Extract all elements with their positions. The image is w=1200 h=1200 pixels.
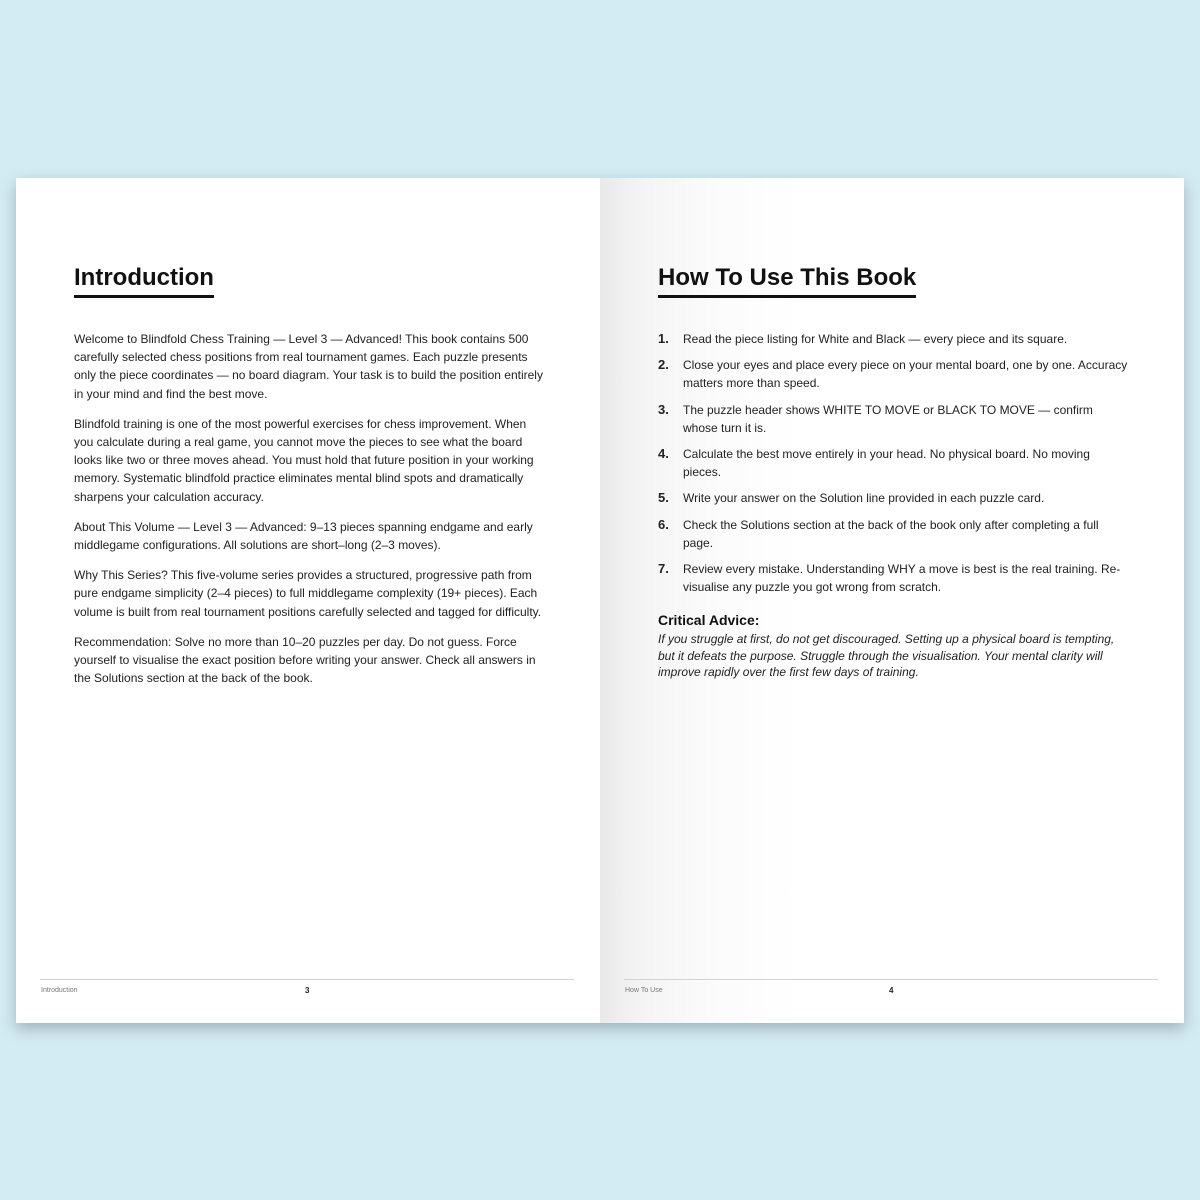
footer-divider [40,979,574,980]
advice-text: If you struggle at first, do not get discouraged. Setting up a physical board is tempting, but it defeats the purpose. Struggle through the visualisation. Your mental clarity will improve rapidly over the first few days of training. [658,632,1115,679]
intro-paragraph: Welcome to Blindfold Chess Training — Level 3 — Advanced! This book contains 500 carefully selected chess positions from real tournament games. Each puzzle presents only the piece coordinates — no board diagram. Your task is to build the position entirely in your mind and find the best move. [74,332,543,401]
intro-paragraph: Why This Series? This five-volume series provides a structured, progressive path from pure endgame simplicity (2–4 pieces) to full middlegame complexity (19+ pieces). Each volume is built from real tournament positions carefully selected and tagged for difficulty. [74,568,542,619]
intro-paragraph: About This Volume — Level 3 — Advanced: 9–13 pieces spanning endgame and early middlegame configurations. All solutions are short–long (2–3 moves). [74,519,533,553]
step-number: 2. [658,357,669,373]
page-number: 3 [305,986,310,995]
step-number: 5. [658,490,669,506]
step-text: Check the Solutions section at the back of the book only after completing a full page. [683,517,1099,550]
footer-section-label: How To Use [625,987,663,994]
page-title: Introduction [74,264,214,298]
footer-divider [624,979,1158,980]
critical-advice [658,612,1133,681]
left-page [16,178,600,1023]
step-text: Read the piece listing for White and Black — every piece and its square. [683,332,1068,346]
step-number: 7. [658,561,669,577]
step-number: 1. [658,331,669,346]
list-item [658,401,1128,437]
list-item [658,356,1128,392]
steps-list [658,330,1128,604]
list-item [658,516,1128,552]
step-text: Write your answer on the Solution line provided in each puzzle card. [683,491,1045,506]
step-number: 6. [658,516,669,532]
step-text: Review every mistake. Understanding WHY a move is best is the real training. Re-visualise any puzzle you got wrong from scratch. [683,562,1121,595]
page-number: 4 [889,986,894,995]
list-item [658,330,1128,348]
step-number: 3. [658,401,669,417]
step-text: Close your eyes and place every piece on your mental board, one by one. Accuracy matters more than speed. [683,358,1128,391]
step-number: 4. [658,446,669,462]
advice-heading: Critical Advice: [658,612,760,628]
step-text: Calculate the best move entirely in your head. No physical board. No moving pieces. [683,447,1090,480]
intro-body [74,330,544,699]
list-item [658,560,1128,596]
list-item [658,489,1128,507]
list-item [658,445,1128,481]
right-page [600,178,1184,1023]
book-spread [16,178,1184,1023]
intro-paragraph: Blindfold training is one of the most powerful exercises for chess improvement. When you calculate during a real game, you cannot move the pieces to see what the board looks like two or three moves ahead. You must hold that future position in your working memory. Systematic blindfold practice eliminates mental blind spots and dramatically sharpens your calculation accuracy. [74,416,534,504]
page-title: How To Use This Book [658,264,916,298]
intro-paragraph: Recommendation: Solve no more than 10–20 puzzles per day. Do not guess. Force yourself to visualise the exact position before writing your answer. Check all answers in the Solutions section at the back of the book. [74,634,536,686]
step-text: The puzzle header shows WHITE TO MOVE or BLACK TO MOVE — confirm whose turn it is. [683,402,1093,435]
footer-section-label: Introduction [41,987,78,994]
